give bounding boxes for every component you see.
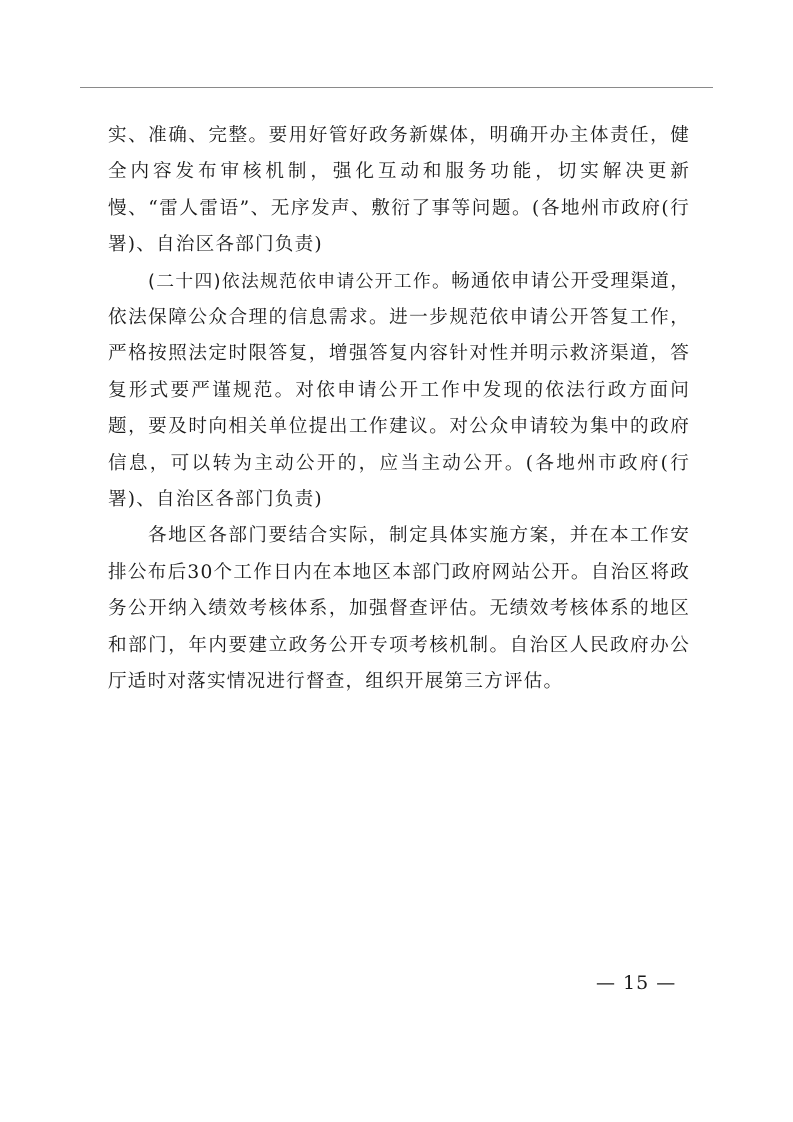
page-number: — 15 — bbox=[596, 972, 677, 994]
paragraph-continuation: 实、准确、完整。要用好管好政务新媒体，明确开办主体责任，健全内容发布审核机制，强化互动和服务功能，切实解决更新慢、“雷人雷语”、无序发声、敷衍了事等问题。(各地州市政府(行署)、自治区各部门负责) bbox=[108, 125, 690, 256]
paragraph-section-24 bbox=[108, 264, 690, 519]
document-body bbox=[108, 118, 690, 701]
paragraph-closing: 各地区各部门要结合实际，制定具体实施方案，并在本工作安排公布后30个工作日内在本地区本部门政府网站公开。自治区将政务公开纳入绩效考核体系，加强督查评估。无绩效考核体系的地区和部门，年内要建立政务公开专项考核机制。自治区人民政府办公厅适时对落实情况进行督查，组织开展第三方评估。 bbox=[108, 525, 690, 693]
section-24-text: 畅通依申请公开受理渠道，依法保障公众合理的信息需求。进一步规范依申请公开答复工作，严格按照法定时限答复，增强答复内容针对性并明示救济渠道，答复形式要严谨规范。对依申请公开工作中发现的依法行政方面问题，要及时向相关单位提出工作建议。对公众申请较为集中的政府信息，可以转为主动公开的，应当主动公开。(各地州市政府(行署)、自治区各部门负责) bbox=[108, 270, 690, 511]
header-rule bbox=[80, 87, 713, 88]
section-heading-24: (二十四)依法规范依申请公开工作。 bbox=[148, 270, 452, 292]
